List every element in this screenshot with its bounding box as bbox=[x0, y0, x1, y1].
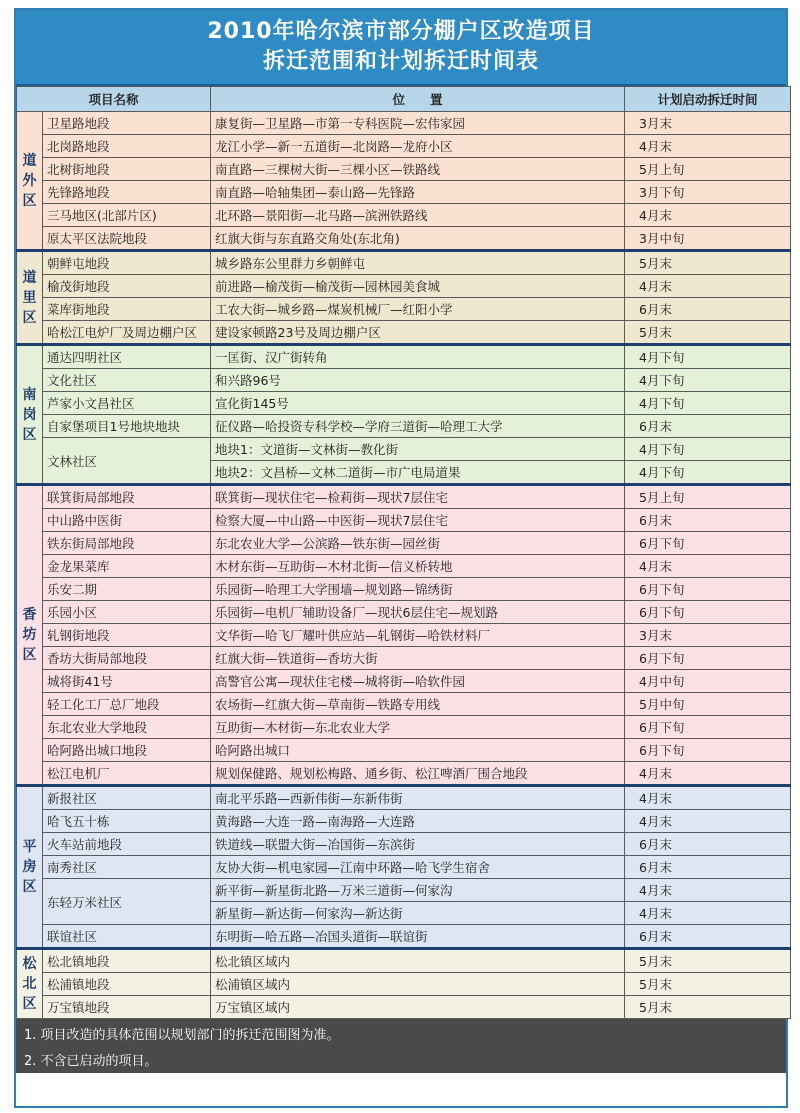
planned-time-cell: 3月下旬 bbox=[625, 181, 791, 204]
project-name-cell: 自家堡项目1号地块地块 bbox=[43, 415, 211, 438]
table-row bbox=[17, 135, 791, 158]
project-name-cell: 松江电机厂 bbox=[43, 762, 211, 786]
footnote: 1. 项目改造的具体范围以规划部门的拆迁范围图为准。 bbox=[24, 1028, 340, 1043]
project-name-cell: 轧钢街地段 bbox=[43, 624, 211, 647]
project-name-cell: 铁东街局部地段 bbox=[43, 532, 211, 555]
header-planned-time: 计划启动拆迁时间 bbox=[625, 87, 791, 112]
schedule-body bbox=[17, 112, 791, 1019]
footnotes bbox=[16, 1019, 786, 1073]
table-row bbox=[17, 438, 791, 461]
project-name-cell: 轻工化工厂总厂地段 bbox=[43, 693, 211, 716]
project-name-cell: 北岗路地段 bbox=[43, 135, 211, 158]
table-row bbox=[17, 949, 791, 973]
planned-time-cell: 4月中旬 bbox=[625, 670, 791, 693]
location-cell: 高警官公寓—现状住宅楼—城将街—哈软件园 bbox=[211, 670, 625, 693]
location-cell: 南直路—哈轴集团—泰山路—先锋路 bbox=[211, 181, 625, 204]
location-cell: 万宝镇区域内 bbox=[211, 996, 625, 1019]
location-cell: 康复街—卫星路—市第一专科医院—宏伟家园 bbox=[211, 112, 625, 135]
table-row bbox=[17, 739, 791, 762]
planned-time-cell: 4月下旬 bbox=[625, 461, 791, 485]
planned-time-cell: 6月下旬 bbox=[625, 647, 791, 670]
table-row bbox=[17, 693, 791, 716]
project-name-cell: 联箕街局部地段 bbox=[43, 485, 211, 509]
district-label: 南岗区 bbox=[17, 345, 43, 485]
planned-time-cell: 4月末 bbox=[625, 275, 791, 298]
planned-time-cell: 6月下旬 bbox=[625, 739, 791, 762]
table-row bbox=[17, 298, 791, 321]
location-cell: 东北农业大学—公滨路—铁东街—园丝街 bbox=[211, 532, 625, 555]
project-name-cell: 乐安二期 bbox=[43, 578, 211, 601]
header-project-name: 项目名称 bbox=[17, 87, 211, 112]
project-name-cell: 通达四明社区 bbox=[43, 345, 211, 369]
project-name-cell: 文化社区 bbox=[43, 369, 211, 392]
location-cell: 新星街—新达街—何家沟—新达街 bbox=[211, 902, 625, 925]
table-row bbox=[17, 204, 791, 227]
location-cell: 地块1：文道街—文林街—教化街 bbox=[211, 438, 625, 461]
table-row bbox=[17, 578, 791, 601]
location-cell: 地块2：文昌桥—文林二道街—市广电局道果 bbox=[211, 461, 625, 485]
project-name-cell: 火车站前地段 bbox=[43, 833, 211, 856]
project-name-cell: 南秀社区 bbox=[43, 856, 211, 879]
planned-time-cell: 6月下旬 bbox=[625, 716, 791, 739]
planned-time-cell: 6月末 bbox=[625, 925, 791, 949]
location-cell: 东明街—哈五路—冶国头道街—联谊街 bbox=[211, 925, 625, 949]
location-cell: 检察大厦—中山路—中医街—现状7层住宅 bbox=[211, 509, 625, 532]
location-cell: 哈阿路出城口 bbox=[211, 739, 625, 762]
location-cell: 文华街—哈飞厂耀叶供应站—轧钢街—哈铁材料厂 bbox=[211, 624, 625, 647]
table-row bbox=[17, 555, 791, 578]
project-name-cell: 中山路中医街 bbox=[43, 509, 211, 532]
table-row bbox=[17, 856, 791, 879]
location-cell: 友协大街—机电家园—江南中环路—哈飞学生宿舍 bbox=[211, 856, 625, 879]
planned-time-cell: 4月下旬 bbox=[625, 369, 791, 392]
table-row bbox=[17, 369, 791, 392]
location-cell: 和兴路96号 bbox=[211, 369, 625, 392]
planned-time-cell: 4月下旬 bbox=[625, 345, 791, 369]
table-row bbox=[17, 227, 791, 251]
project-name-cell: 联谊社区 bbox=[43, 925, 211, 949]
table-row bbox=[17, 181, 791, 204]
planned-time-cell: 3月末 bbox=[625, 112, 791, 135]
header-location: 位 置 bbox=[211, 87, 625, 112]
project-name-cell: 先锋路地段 bbox=[43, 181, 211, 204]
location-cell: 南直路—三棵树大街—三棵小区—铁路线 bbox=[211, 158, 625, 181]
table-row bbox=[17, 345, 791, 369]
planned-time-cell: 4月末 bbox=[625, 555, 791, 578]
district-label: 道里区 bbox=[17, 251, 43, 345]
planned-time-cell: 6月下旬 bbox=[625, 532, 791, 555]
planned-time-cell: 5月末 bbox=[625, 321, 791, 345]
planned-time-cell: 4月末 bbox=[625, 135, 791, 158]
table-row bbox=[17, 624, 791, 647]
project-name-cell: 榆茂街地段 bbox=[43, 275, 211, 298]
planned-time-cell: 3月中旬 bbox=[625, 227, 791, 251]
table-row bbox=[17, 112, 791, 135]
project-name-cell: 哈松江电炉厂及周边棚户区 bbox=[43, 321, 211, 345]
location-cell: 松浦镇区域内 bbox=[211, 973, 625, 996]
project-name-cell: 哈飞五十栋 bbox=[43, 810, 211, 833]
location-cell: 松北镇区域内 bbox=[211, 949, 625, 973]
location-cell: 联箕街—现状住宅—检莉街—现状7层住宅 bbox=[211, 485, 625, 509]
location-cell: 农场街—红旗大街—草南街—铁路专用线 bbox=[211, 693, 625, 716]
location-cell: 乐园街—哈理工大学围墙—规划路—锦绣街 bbox=[211, 578, 625, 601]
location-cell: 红旗大街—铁道街—香坊大街 bbox=[211, 647, 625, 670]
table-row bbox=[17, 158, 791, 181]
district-label: 松北区 bbox=[17, 949, 43, 1019]
location-cell: 铁道线—联盟大街—冶国街—东滨街 bbox=[211, 833, 625, 856]
project-name-cell: 原太平区法院地段 bbox=[43, 227, 211, 251]
project-name-cell: 哈阿路出城口地段 bbox=[43, 739, 211, 762]
project-name-cell: 新报社区 bbox=[43, 786, 211, 810]
table-row bbox=[17, 786, 791, 810]
schedule-table bbox=[16, 86, 791, 1019]
project-name-cell: 卫星路地段 bbox=[43, 112, 211, 135]
district-label: 平房区 bbox=[17, 786, 43, 949]
location-cell: 征仪路—哈投资专科学校—学府三道街—哈理工大学 bbox=[211, 415, 625, 438]
project-name-cell: 城将街41号 bbox=[43, 670, 211, 693]
table-row bbox=[17, 532, 791, 555]
planned-time-cell: 4月下旬 bbox=[625, 438, 791, 461]
location-cell: 北环路—景阳街—北马路—滨洲铁路线 bbox=[211, 204, 625, 227]
project-name-cell: 金龙果菜库 bbox=[43, 555, 211, 578]
table-row bbox=[17, 996, 791, 1019]
planned-time-cell: 4月末 bbox=[625, 204, 791, 227]
project-name-cell: 松浦镇地段 bbox=[43, 973, 211, 996]
planned-time-cell: 6月末 bbox=[625, 833, 791, 856]
location-cell: 龙江小学—新一五道街—北岗路—龙府小区 bbox=[211, 135, 625, 158]
planned-time-cell: 4月末 bbox=[625, 786, 791, 810]
table-row bbox=[17, 716, 791, 739]
title-bar bbox=[16, 10, 786, 86]
table-row bbox=[17, 509, 791, 532]
table-row bbox=[17, 647, 791, 670]
table-row bbox=[17, 251, 791, 275]
table-row bbox=[17, 973, 791, 996]
table-row bbox=[17, 321, 791, 345]
project-name-cell: 芦家小文昌社区 bbox=[43, 392, 211, 415]
planned-time-cell: 6月下旬 bbox=[625, 601, 791, 624]
location-cell: 宣化街145号 bbox=[211, 392, 625, 415]
project-name-cell: 朝鲜屯地段 bbox=[43, 251, 211, 275]
planned-time-cell: 4月末 bbox=[625, 762, 791, 786]
project-name-cell: 菜库街地段 bbox=[43, 298, 211, 321]
project-name-cell: 三马地区(北部片区) bbox=[43, 204, 211, 227]
project-name-cell: 东轻万米社区 bbox=[43, 879, 211, 925]
project-name-cell: 香坊大街局部地段 bbox=[43, 647, 211, 670]
relocation-schedule-sheet bbox=[14, 8, 788, 1108]
planned-time-cell: 6月末 bbox=[625, 509, 791, 532]
project-name-cell: 万宝镇地段 bbox=[43, 996, 211, 1019]
location-cell: 城乡路东公里群力乡朝鲜屯 bbox=[211, 251, 625, 275]
title-line-1: 2010年哈尔滨市部分棚户区改造项目 bbox=[207, 19, 595, 44]
district-label: 道外区 bbox=[17, 112, 43, 251]
table-row bbox=[17, 670, 791, 693]
footnote: 2. 不含已启动的项目。 bbox=[24, 1054, 158, 1069]
location-cell: 红旗大街与东直路交角处(东北角) bbox=[211, 227, 625, 251]
project-name-cell: 松北镇地段 bbox=[43, 949, 211, 973]
project-name-cell: 北树街地段 bbox=[43, 158, 211, 181]
table-row bbox=[17, 392, 791, 415]
title-line-2: 拆迁范围和计划拆迁时间表 bbox=[262, 49, 539, 74]
planned-time-cell: 6月末 bbox=[625, 415, 791, 438]
location-cell: 前进路—榆茂街—榆茂街—园林园美食城 bbox=[211, 275, 625, 298]
planned-time-cell: 5月中旬 bbox=[625, 693, 791, 716]
table-row bbox=[17, 879, 791, 902]
planned-time-cell: 4月末 bbox=[625, 810, 791, 833]
district-label: 香坊区 bbox=[17, 485, 43, 786]
planned-time-cell: 4月末 bbox=[625, 879, 791, 902]
planned-time-cell: 5月上旬 bbox=[625, 158, 791, 181]
planned-time-cell: 3月末 bbox=[625, 624, 791, 647]
header-row bbox=[17, 87, 791, 112]
location-cell: 工农大街—城乡路—煤炭机械厂—红阳小学 bbox=[211, 298, 625, 321]
planned-time-cell: 5月末 bbox=[625, 996, 791, 1019]
location-cell: 规划保健路、规划松梅路、通乡街、松江啤酒厂围合地段 bbox=[211, 762, 625, 786]
planned-time-cell: 6月末 bbox=[625, 298, 791, 321]
table-row bbox=[17, 810, 791, 833]
table-row bbox=[17, 925, 791, 949]
location-cell: 建设家顿路23号及周边棚户区 bbox=[211, 321, 625, 345]
planned-time-cell: 6月末 bbox=[625, 856, 791, 879]
project-name-cell: 乐园小区 bbox=[43, 601, 211, 624]
project-name-cell: 东北农业大学地段 bbox=[43, 716, 211, 739]
project-name-cell: 文林社区 bbox=[43, 438, 211, 485]
location-cell: 一匡街、汉广街转角 bbox=[211, 345, 625, 369]
location-cell: 乐园街—电机厂辅助设备厂—现状6层住宅—规划路 bbox=[211, 601, 625, 624]
location-cell: 互助街—木材街—东北农业大学 bbox=[211, 716, 625, 739]
location-cell: 黄海路—大连一路—南海路—大连路 bbox=[211, 810, 625, 833]
planned-time-cell: 5月末 bbox=[625, 973, 791, 996]
planned-time-cell: 5月上旬 bbox=[625, 485, 791, 509]
planned-time-cell: 4月下旬 bbox=[625, 392, 791, 415]
location-cell: 木材东街—互助街—木材北街—信义桥转地 bbox=[211, 555, 625, 578]
table-row bbox=[17, 485, 791, 509]
table-row bbox=[17, 762, 791, 786]
table-row bbox=[17, 833, 791, 856]
table-row bbox=[17, 601, 791, 624]
location-cell: 新平街—新星街北路—万米三道街—何家沟 bbox=[211, 879, 625, 902]
planned-time-cell: 5月末 bbox=[625, 949, 791, 973]
planned-time-cell: 6月下旬 bbox=[625, 578, 791, 601]
planned-time-cell: 4月末 bbox=[625, 902, 791, 925]
table-row bbox=[17, 415, 791, 438]
planned-time-cell: 5月末 bbox=[625, 251, 791, 275]
table-row bbox=[17, 275, 791, 298]
location-cell: 南北平乐路—西新伟街—东新伟街 bbox=[211, 786, 625, 810]
